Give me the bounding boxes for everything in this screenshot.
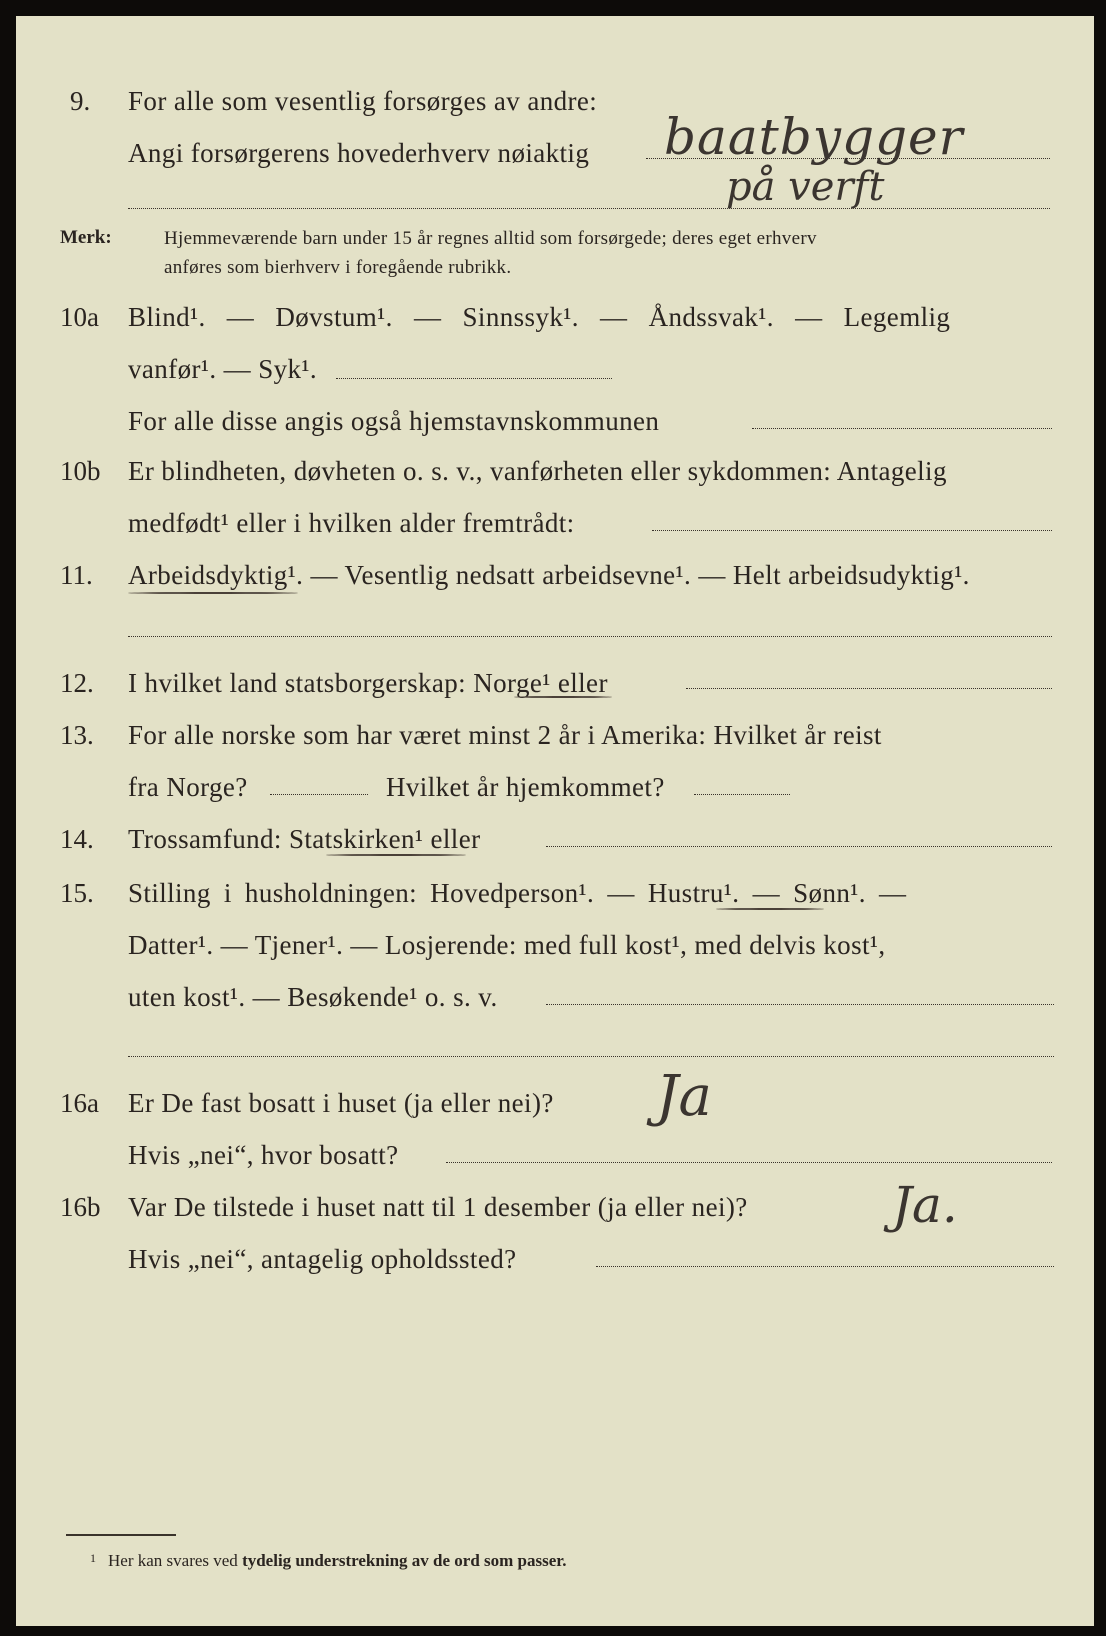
q16b-line1: Var De tilstede i huset natt til 1 desember (ja eller nei)? xyxy=(128,1192,748,1222)
q16b-handwritten-answer: Ja. xyxy=(892,1176,958,1234)
q15-line3: uten kost¹. — Besøkende¹ o. s. v. xyxy=(128,982,498,1012)
q11-number: 11. xyxy=(60,560,93,590)
census-form-page xyxy=(16,16,1094,1626)
q10a-line1: Blind¹. — Døvstum¹. — Sinnssyk¹. — Åndssvak¹. — Legemlig xyxy=(128,302,951,332)
q15-line1: Stilling i husholdningen: Hovedperson¹. — Hustru¹. — Sønn¹. — xyxy=(128,878,907,908)
q12-number: 12. xyxy=(60,668,94,698)
footnote-rule xyxy=(66,1534,176,1536)
q12-line1: I hvilket land statsborgerskap: Norge¹ eller xyxy=(128,668,608,698)
q16a-answer-line xyxy=(446,1162,1052,1163)
q9-answer-line2 xyxy=(128,208,1050,209)
footnote-text-bold: tydelig understrekning av de ord som passer. xyxy=(242,1551,567,1570)
q11-answer-line xyxy=(128,636,1052,637)
q16b-number: 16b xyxy=(60,1192,101,1222)
q10a-number: 10a xyxy=(60,302,99,332)
q9-handwritten-workplace: på verft xyxy=(726,164,885,210)
q13-line2a: fra Norge? xyxy=(128,772,248,802)
q10b-line2: medfødt¹ eller i hvilken alder fremtrådt: xyxy=(128,508,575,538)
q16a-handwritten-answer: Ja xyxy=(656,1064,712,1129)
q15-answer-line2 xyxy=(128,1056,1054,1057)
q9-line2: Angi forsørgerens hovederhverv nøiaktig xyxy=(128,138,590,168)
q14-number: 14. xyxy=(60,824,94,854)
q9-handwritten-occupation: baatbygger xyxy=(664,108,964,166)
q15-underline-hustru xyxy=(716,908,824,910)
q14-line1: Trossamfund: Statskirken¹ eller xyxy=(128,824,481,854)
q13-line1: For alle norske som har været minst 2 år i Amerika: Hvilket år reist xyxy=(128,720,882,750)
q10a-answer-line2 xyxy=(752,428,1052,429)
q10b-answer-line xyxy=(652,530,1052,531)
q16a-line1: Er De fast bosatt i huset (ja eller nei)? xyxy=(128,1088,554,1118)
q10a-answer-line1 xyxy=(336,378,612,379)
q15-number: 15. xyxy=(60,878,94,908)
q9-number: 9. xyxy=(70,86,91,116)
q15-answer-line1 xyxy=(546,1004,1054,1005)
q12-answer-line xyxy=(686,688,1052,689)
merk-line1: Hjemmeværende barn under 15 år regnes alltid som forsørgede; deres eget erhverv xyxy=(164,228,817,249)
q15-line2: Datter¹. — Tjener¹. — Losjerende: med full kost¹, med delvis kost¹, xyxy=(128,930,886,960)
q16b-line2: Hvis „nei“, antagelig opholdssted? xyxy=(128,1244,517,1274)
q10b-line1: Er blindheten, døvheten o. s. v., vanførheten eller sykdommen: Antagelig xyxy=(128,456,947,486)
q16b-answer-line xyxy=(596,1266,1054,1267)
merk-label: Merk: xyxy=(60,227,112,248)
footnote xyxy=(90,1552,567,1569)
q12-underline-norge xyxy=(514,696,612,698)
footnote-text-plain: Her kan svares ved xyxy=(108,1551,238,1570)
q13-number: 13. xyxy=(60,720,94,750)
q13-answer-reist xyxy=(270,794,368,795)
q10a-line2: vanfør¹. — Syk¹. xyxy=(128,354,318,384)
q13-line2b: Hvilket år hjemkommet? xyxy=(386,772,665,802)
q11-underline-arbeidsdyktig xyxy=(128,592,298,594)
merk-line2: anføres som bierhverv i foregående rubrikk. xyxy=(164,257,512,278)
q10b-number: 10b xyxy=(60,456,101,486)
footnote-marker: 1 xyxy=(90,1551,96,1565)
q14-underline-statskirken xyxy=(326,854,466,856)
q16a-line2: Hvis „nei“, hvor bosatt? xyxy=(128,1140,399,1170)
q10a-line3: For alle disse angis også hjemstavnskommunen xyxy=(128,406,660,436)
q11-line1: Arbeidsdyktig¹. — Vesentlig nedsatt arbeidsevne¹. — Helt arbeidsudyktig¹. xyxy=(128,560,970,590)
q9-line1: For alle som vesentlig forsørges av andre: xyxy=(128,86,598,116)
q16a-number: 16a xyxy=(60,1088,99,1118)
q13-answer-hjemkommet xyxy=(694,794,790,795)
q14-answer-line xyxy=(546,846,1052,847)
